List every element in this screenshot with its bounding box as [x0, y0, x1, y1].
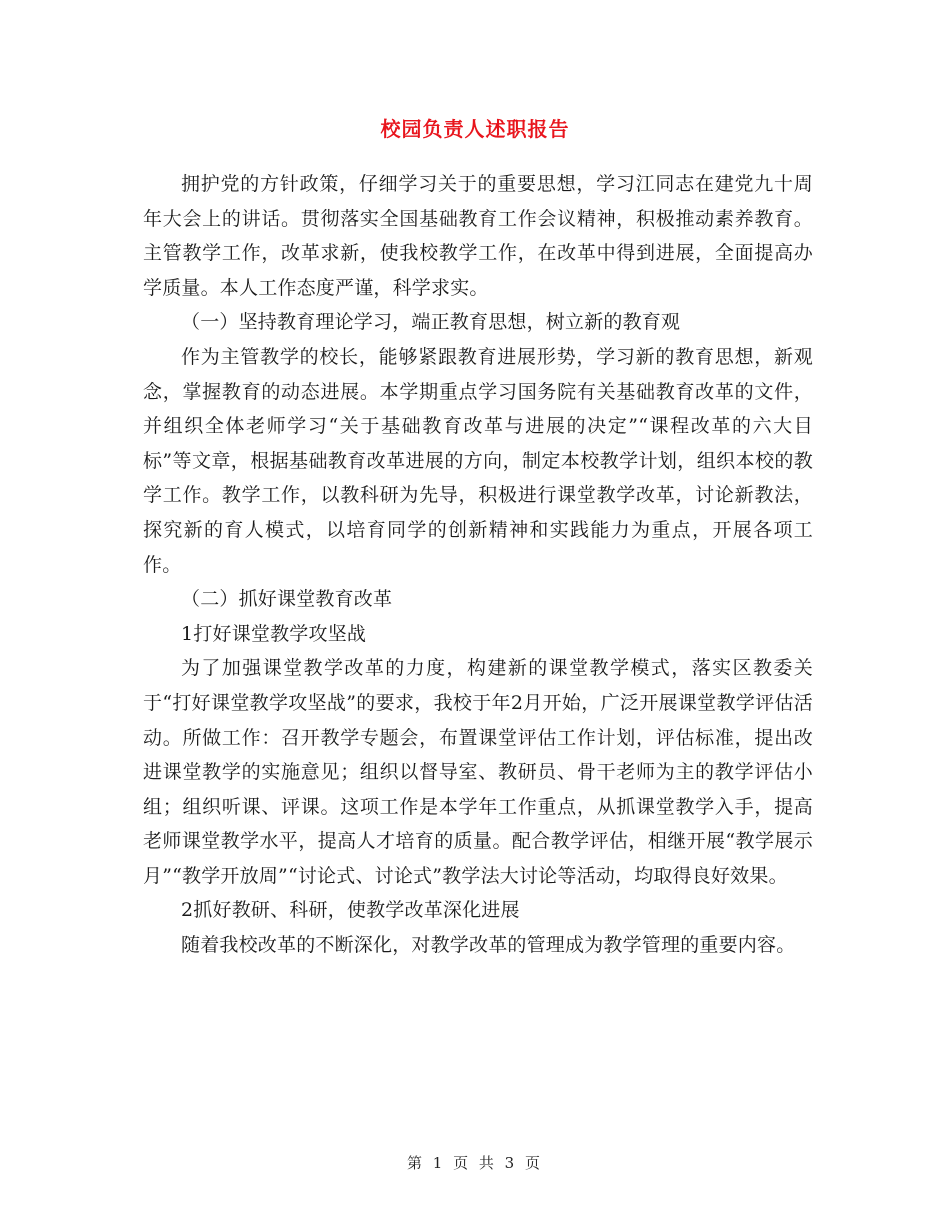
paragraph-section-1: 作为主管教学的校长，能够紧跟教育进展形势，学习新的教育思想，新观念，掌握教育的动态进展。本学期重点学习国务院有关基础教育改革的文件，并组织全体老师学习“关于基础教育改革与进展的决定”“课程改革的六大目标”等文章，根据基础教育改革进展的方向，制定本校教学计划，组织本校的教学工作。教学工作，以教科研为先导，积极进行课堂教学改革，讨论新教法，探究新的育人模式，以培育同学的创新精神和实践能力为重点，开展各项工作。: [143, 345, 813, 576]
section-heading-2: （二）抓好课堂教育改革: [181, 588, 393, 611]
paragraph-subsection-1: 为了加强课堂教学改革的力度，构建新的课堂教学模式，落实区教委关于“打好课堂教学攻坚战”的要求，我校于年2月开始，广泛开展课堂教学评估活动。所做工作：召开教学专题会，布置课堂评估工作计划，评估标准，提出改进课堂教学的实施意见；组织以督导室、教研员、骨干老师为主的教学评估小组；组织听课、评课。这项工作是本学年工作重点，从抓课堂教学入手，提高老师课堂教学水平，提高人才培育的质量。配合教学评估，相继开展“教学展示月”“教学开放周”“讨论式、讨论式”教学法大讨论等活动，均取得良好效果。: [143, 657, 813, 887]
page-footer: 第 1 页 共 3 页: [407, 1154, 543, 1172]
paragraph-intro: 拥护党的方针政策，仔细学习关于的重要思想，学习江同志在建党九十周年大会上的讲话。贯彻落实全国基础教育工作会议精神，积极推动素养教育。主管教学工作，改革求新，使我校教学工作，在改革中得到进展，全面提高办学质量。本人工作态度严谨，科学求实。: [143, 173, 813, 299]
section-heading-1: （一）坚持教育理论学习，端正教育思想，树立新的教育观: [181, 311, 681, 334]
document-body: [143, 167, 813, 963]
subsection-heading-2: 2抓好教研、科研，使教学改革深化进展: [181, 899, 520, 922]
document-title: 校园负责人述职报告: [380, 117, 570, 141]
paragraph-subsection-2: 随着我校改革的不断深化，对教学改革的管理成为教学管理的重要内容。: [181, 934, 796, 957]
subsection-heading-1: 1打好课堂教学攻坚战: [181, 622, 367, 645]
